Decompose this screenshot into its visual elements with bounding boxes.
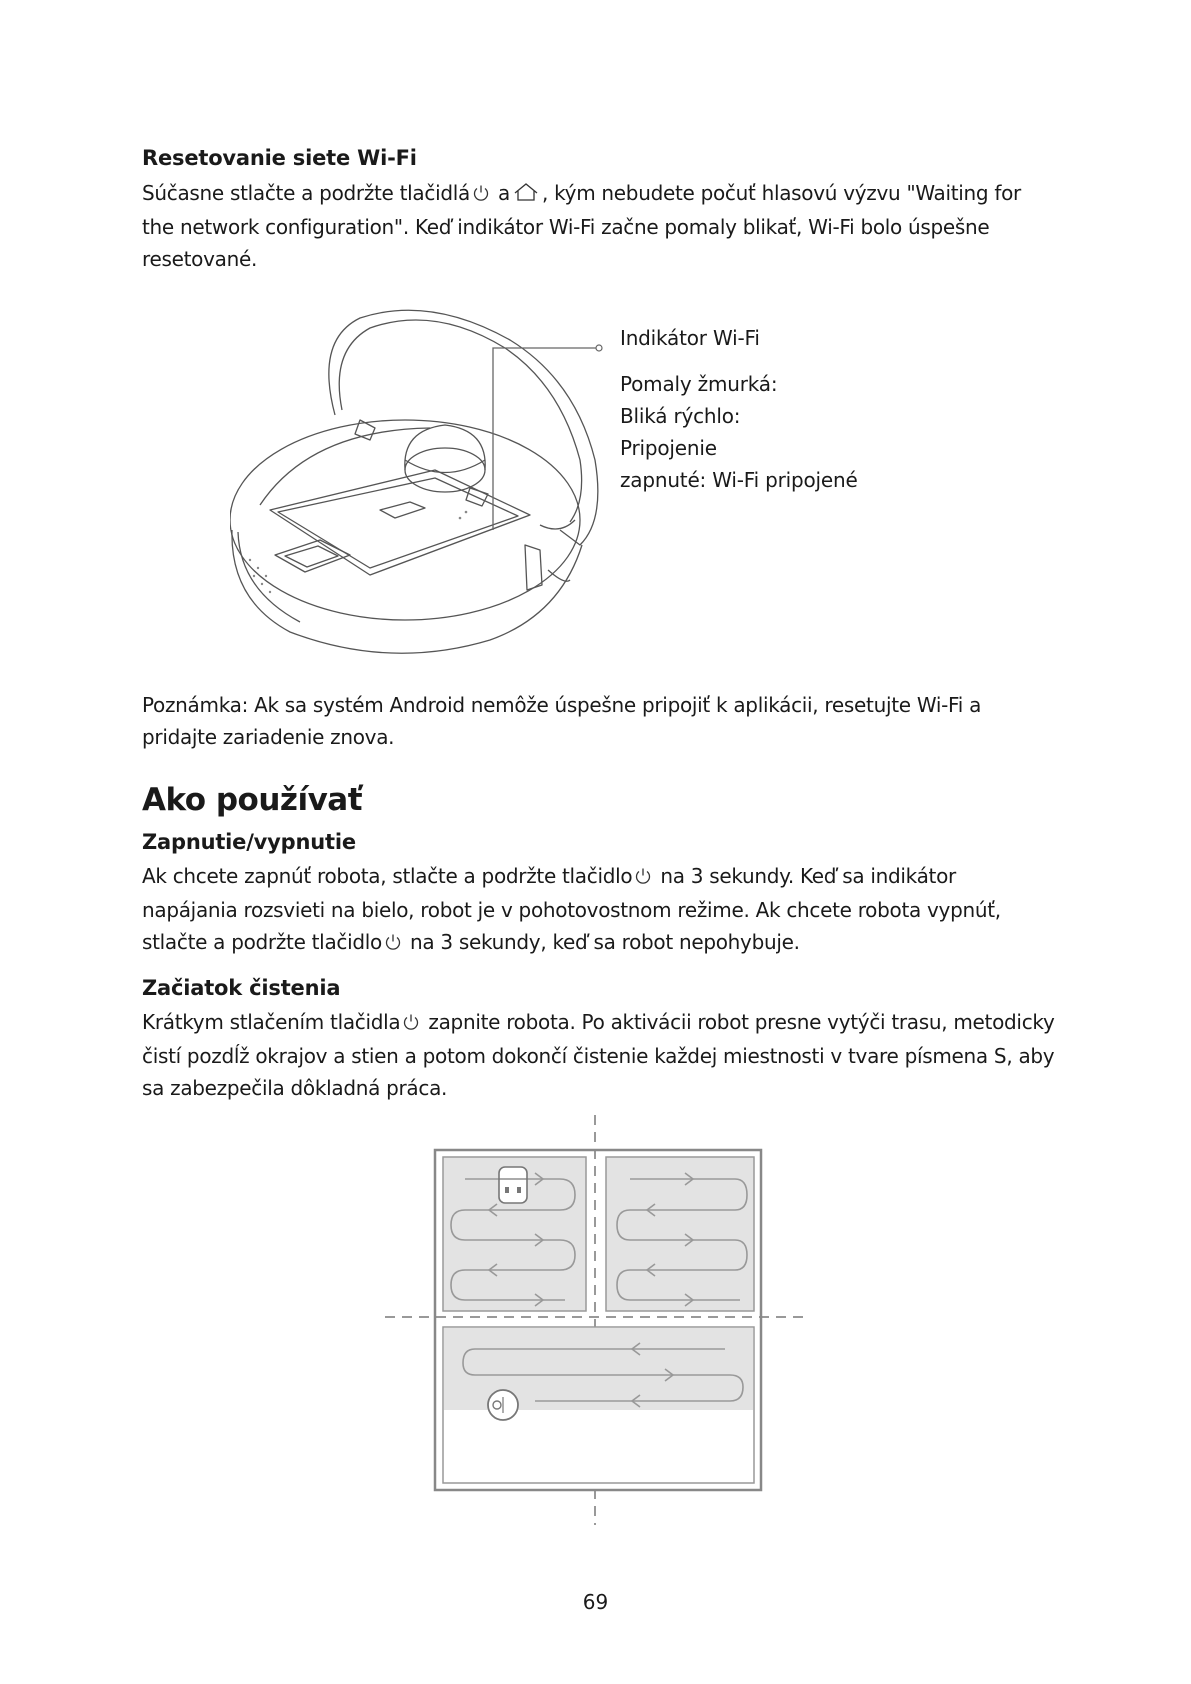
wifi-reset-line-3: resetované.	[142, 247, 258, 271]
text-span: na 3 sekundy. Keď sa indikátor	[660, 864, 956, 888]
text-span: a	[498, 181, 510, 205]
note-text	[142, 689, 1072, 753]
wifi-indicator-label: Indikátor Wi-Fi	[620, 326, 760, 350]
state-connected: zapnuté: Wi-Fi pripojené	[620, 468, 858, 492]
text-span: Ak chcete zapnúť robota, stlačte a podržte tlačidlo	[142, 864, 633, 888]
text-span: zapnite robota. Po aktivácii robot presne vytýči trasu, metodicky	[428, 1010, 1055, 1034]
cleaning-text	[142, 1006, 1072, 1104]
state-fast-blink: Bliká rýchlo:	[620, 404, 741, 428]
power-line-2: napájania rozsvieti na bielo, robot je v pohotovostnom režime. Ak chcete robota vypnúť,	[142, 898, 1001, 922]
wifi-indicator-leader-line	[485, 340, 605, 540]
wifi-reset-line-2: the network configuration". Keď indikátor Wi-Fi začne pomaly blikať, Wi-Fi bolo úspešne	[142, 215, 990, 239]
power-icon	[472, 179, 490, 211]
page-number: 69	[582, 1590, 609, 1614]
home-icon	[512, 179, 540, 211]
state-connecting: Pripojenie	[620, 436, 717, 460]
robot-icon	[488, 1390, 518, 1420]
power-line-1	[142, 860, 1072, 894]
charging-dock-icon	[499, 1167, 527, 1203]
section-title-how-to-use: Ako používať	[142, 782, 363, 818]
wifi-indicator-states	[620, 368, 858, 496]
power-text	[142, 860, 1072, 960]
wifi-reset-text	[142, 177, 1072, 275]
cleaning-line-3: sa zabezpečila dôkladná práca.	[142, 1076, 448, 1100]
subsection-title-cleaning: Začiatok čistenia	[142, 976, 341, 1000]
power-icon	[384, 928, 402, 960]
section-title-wifi-reset: Resetovanie siete Wi-Fi	[142, 146, 417, 170]
cleaning-line-2: čistí pozdĺž okrajov a stien a potom dokončí čistenie každej miestnosti v tvare písmena S, aby	[142, 1044, 1055, 1068]
state-slow-blink: Pomaly žmurká:	[620, 372, 778, 396]
power-icon	[402, 1008, 420, 1040]
cleaning-path-diagram	[385, 1115, 805, 1525]
text-span: , kým nebudete počuť hlasovú výzvu "Waiting for	[541, 181, 1021, 205]
text-span: na 3 sekundy, keď sa robot nepohybuje.	[410, 930, 800, 954]
wifi-reset-line-1	[142, 177, 1072, 211]
text-span: Krátkym stlačením tlačidla	[142, 1010, 401, 1034]
text-span: stlačte a podržte tlačidlo	[142, 930, 382, 954]
power-line-3	[142, 926, 1072, 960]
note-line-1: Poznámka: Ak sa systém Android nemôže úspešne pripojiť k aplikácii, resetujte Wi-Fi a	[142, 693, 982, 717]
note-line-2: pridajte zariadenie znova.	[142, 725, 395, 749]
power-icon	[634, 862, 652, 894]
text-span: Súčasne stlačte a podržte tlačidlá	[142, 181, 470, 205]
subsection-title-power: Zapnutie/vypnutie	[142, 830, 356, 854]
cleaning-line-1	[142, 1006, 1072, 1040]
